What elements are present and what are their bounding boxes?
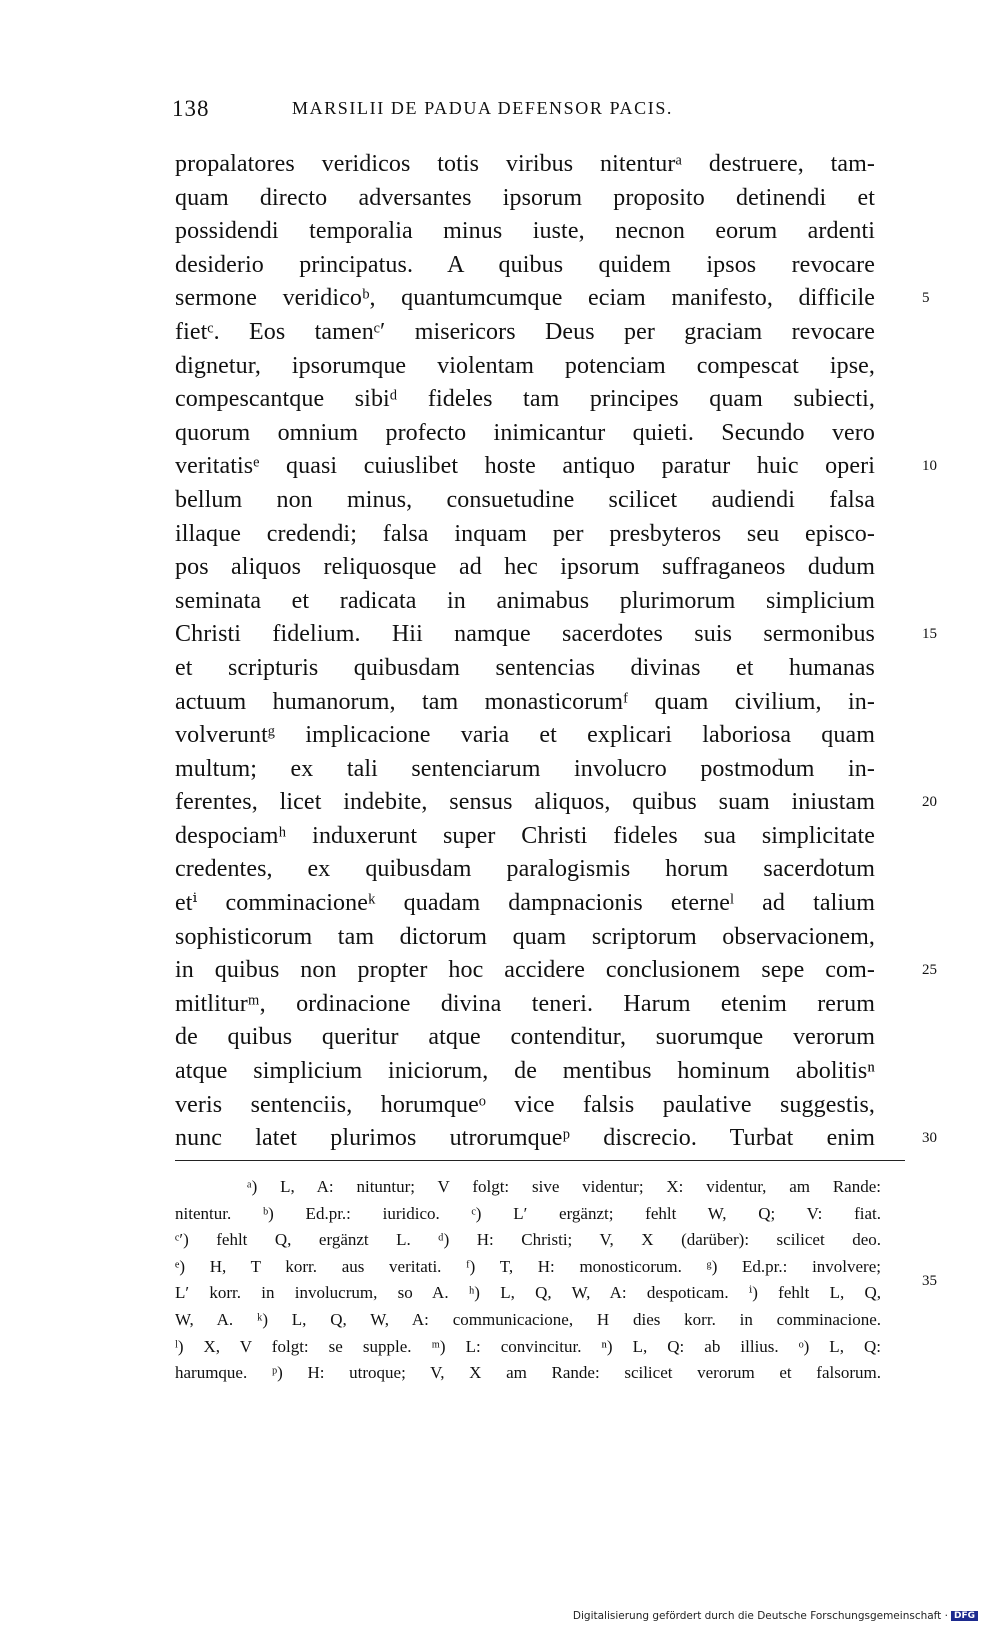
text-line: sermone veridicoᵇ, quantumcumque eciam manifesto, difficile — [175, 285, 875, 312]
text-line: fietᶜ. Eos tamenᶜ′ misericors Deus per graciam revocare — [175, 318, 875, 345]
text-line: volveruntᵍ implicacione varia et explicari laboriosa quam — [175, 722, 875, 749]
credit-text: Digitalisierung gefördert durch die Deutsche Forschungsgemeinschaft · — [572, 1610, 948, 1622]
text-line: bellum non minus, consuetudine scilicet audiendi falsa — [175, 486, 875, 513]
digitization-credit — [573, 1610, 978, 1622]
footnote-line: nitentur. ᵇ) Ed.pr.: iuridico. ᶜ) L′ ergänzt; fehlt W, Q; V: fiat. — [175, 1203, 881, 1223]
text-line: actuum humanorum, tam monasticorumᶠ quam civilium, in- — [175, 688, 875, 715]
text-line: veris sentenciis, horumqueᵒ vice falsis paulative suggestis, — [175, 1091, 875, 1118]
text-line: atque simplicium iniciorum, de mentibus hominum abolitisⁿ — [175, 1058, 875, 1085]
page-number: 138 — [172, 96, 210, 121]
text-line: despociamʰ induxerunt super Christi fideles sua simplicitate — [175, 822, 875, 849]
footnote-line-number: 35 — [922, 1273, 937, 1289]
text-line: Christi fidelium. Hii namque sacerdotes suis sermonibus — [175, 621, 875, 648]
text-line: possidendi temporalia minus iuste, necnon eorum ardenti — [175, 218, 875, 245]
footnote-line: ᶜ′) fehlt Q, ergänzt L. ᵈ) H: Christi; V, X (darüber): scilicet deo. — [175, 1230, 881, 1250]
footnote-line: W, A. ᵏ) L, Q, W, A: communicacione, H dies korr. in comminacione. — [175, 1309, 881, 1329]
text-line: in quibus non propter hoc accidere conclusionem sepe com- — [175, 957, 875, 984]
footnotes — [175, 1174, 881, 1387]
text-line: credentes, ex quibusdam paralogismis horum sacerdotum — [175, 856, 875, 883]
line-number: 5 — [922, 290, 930, 307]
page-header — [172, 96, 908, 126]
text-line: propalatores veridicos totis viribus nitenturᵃ destruere, tam- — [175, 151, 875, 177]
footnote-line: ᵃ) L, A: nituntur; V folgt: sive videntur; X: videntur, am Rande: — [247, 1177, 881, 1196]
footnote-line: L′ korr. in involucrum, so A. ʰ) L, Q, W, A: despoticam. ⁱ) fehlt L, Q, — [175, 1283, 881, 1303]
text-line: quorum omnium profecto inimicantur quieti. Secundo vero — [175, 419, 875, 446]
text-line: pos aliquos reliquosque ad hec ipsorum suffraganeos dudum — [175, 554, 875, 581]
text-line: desiderio principatus. A quibus quidem ipsos revocare — [175, 251, 875, 278]
text-line: illaque credendi; falsa inquam per presbyteros seu episco- — [175, 520, 875, 547]
text-line: compescantque sibiᵈ fideles tam principes quam subiecti, — [175, 386, 875, 413]
text-line: et scripturis quibusdam sentencias divinas et humanas — [175, 654, 875, 681]
line-number: 15 — [922, 626, 937, 643]
text-line: multum; ex tali sentenciarum involucro postmodum in- — [175, 755, 875, 782]
line-number: 25 — [922, 962, 937, 979]
text-line: ferentes, licet indebite, sensus aliquos, quibus suam iniustam — [175, 789, 875, 816]
line-number: 20 — [922, 794, 937, 811]
text-line: nunc latet plurimos utrorumqueᵖ discrecio. Turbat enim — [175, 1125, 875, 1152]
text-line: dignetur, ipsorumque violentam potenciam compescat ipse, — [175, 352, 875, 379]
footnote-line: ˡ) X, V folgt: se supple. ᵐ) L: convincitur. ⁿ) L, Q: ab illius. ᵒ) L, Q: — [175, 1336, 881, 1356]
main-text — [175, 148, 875, 1156]
line-number: 10 — [922, 458, 937, 475]
dfg-logo: DFG — [951, 1611, 978, 1621]
text-line: etⁱ comminacioneᵏ quadam dampnacionis eterneˡ ad talium — [175, 890, 875, 917]
line-number: 30 — [922, 1130, 937, 1147]
footnote-separator — [175, 1160, 905, 1161]
text-line: veritatisᵉ quasi cuiuslibet hoste antiquo paratur huic operi — [175, 453, 875, 480]
text-line: seminata et radicata in animabus plurimorum simplicium — [175, 587, 875, 614]
running-head: MARSILII DE PADUA DEFENSOR PACIS. — [292, 98, 674, 118]
footnote-line: ᵉ) H, T korr. aus veritati. ᶠ) T, H: monosticorum. ᵍ) Ed.pr.: involvere; — [175, 1256, 881, 1276]
text-line: mitliturᵐ, ordinacione divina teneri. Harum etenim rerum — [175, 990, 875, 1017]
text-line: de quibus queritur atque contenditur, suorumque verorum — [175, 1024, 875, 1051]
footnote-line: harumque. ᵖ) H: utroque; V, X am Rande: scilicet verorum et falsorum. — [175, 1363, 881, 1383]
text-line: quam directo adversantes ipsorum proposito detinendi et — [175, 184, 875, 211]
text-line: sophisticorum tam dictorum quam scriptorum observacionem, — [175, 923, 875, 950]
